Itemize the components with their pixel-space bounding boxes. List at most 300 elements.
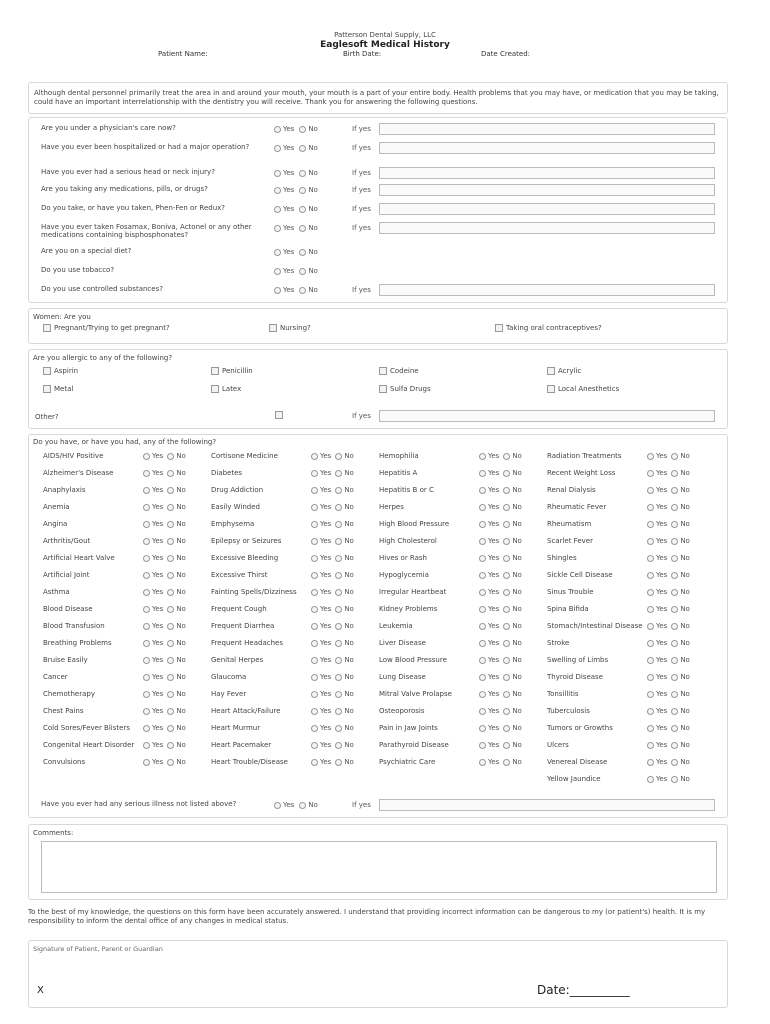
radio-yes[interactable] [479, 657, 486, 664]
radio-no[interactable] [671, 759, 678, 766]
allergy-option[interactable]: Codeine [379, 367, 419, 375]
radio-no[interactable] [503, 606, 510, 613]
condition-row [379, 585, 547, 601]
radio-yes[interactable] [311, 623, 318, 630]
allergy-option[interactable]: Latex [211, 385, 241, 393]
condition-row [211, 704, 379, 720]
yes-no-radio-group: Yes No [479, 622, 526, 630]
allergy-option[interactable]: Penicillin [211, 367, 253, 375]
acknowledgment-text: To the best of my knowledge, the questions on this form have been accurately answered. I understand that providing incorrect information can be dangerous to my (or patient's) health. It is my responsibility to inform the dental office of any changes in medical status. [28, 908, 706, 925]
radio-yes[interactable] [479, 640, 486, 647]
signature-label: Signature of Patient, Parent or Guardian [33, 945, 163, 953]
radio-yes[interactable] [143, 470, 150, 477]
question-text: Have you ever taken Fosamax, Boniva, Actonel or any other medications containing bisphosphonates? [41, 223, 252, 239]
radio-yes[interactable] [311, 657, 318, 664]
question-row [41, 203, 721, 217]
radio-yes[interactable] [479, 555, 486, 562]
condition-row [43, 755, 211, 771]
yes-no-radio-group: Yes No [143, 520, 190, 528]
radio-yes[interactable] [647, 674, 654, 681]
radio-yes[interactable] [647, 657, 654, 664]
radio-no[interactable] [671, 487, 678, 494]
radio-yes[interactable] [311, 708, 318, 715]
radio-no[interactable] [167, 589, 174, 596]
radio-yes[interactable] [647, 623, 654, 630]
radio-no[interactable] [503, 521, 510, 528]
yes-no-radio-group: Yes No [311, 469, 358, 477]
radio-no[interactable] [503, 504, 510, 511]
date-field[interactable]: Date:__________ [537, 983, 630, 997]
radio-no[interactable] [671, 453, 678, 460]
checkbox[interactable] [211, 367, 219, 375]
if-yes-input[interactable] [379, 222, 715, 234]
radio-no[interactable] [299, 287, 306, 294]
yes-no-radio-group: Yes No [479, 503, 526, 511]
radio-no[interactable] [167, 572, 174, 579]
condition-name: Chest Pains [43, 707, 84, 715]
radio-no[interactable] [167, 470, 174, 477]
radio-yes[interactable] [479, 742, 486, 749]
condition-name: Pain in Jaw Joints [379, 724, 438, 732]
radio-yes[interactable] [311, 504, 318, 511]
checkbox[interactable] [495, 324, 503, 332]
radio-yes[interactable] [143, 504, 150, 511]
radio-yes[interactable] [143, 538, 150, 545]
radio-no[interactable] [503, 674, 510, 681]
radio-yes[interactable] [143, 521, 150, 528]
yes-no-radio-group: Yes No [143, 588, 190, 596]
radio-yes[interactable] [143, 453, 150, 460]
radio-yes[interactable] [274, 249, 281, 256]
if-yes-input[interactable] [379, 142, 715, 154]
radio-yes[interactable] [311, 674, 318, 681]
radio-yes[interactable] [143, 691, 150, 698]
radio-no[interactable] [335, 657, 342, 664]
radio-no[interactable] [671, 504, 678, 511]
radio-no[interactable] [335, 708, 342, 715]
radio-no[interactable] [671, 657, 678, 664]
yes-no-radio-group: Yes No [479, 452, 526, 460]
radio-yes[interactable] [479, 725, 486, 732]
radio-no[interactable] [335, 470, 342, 477]
radio-yes[interactable] [143, 674, 150, 681]
radio-no[interactable] [167, 759, 174, 766]
checkbox[interactable] [547, 385, 555, 393]
condition-row [43, 568, 211, 584]
radio-no[interactable] [335, 725, 342, 732]
radio-yes[interactable] [479, 606, 486, 613]
yes-no-radio-group: Yes No [311, 605, 358, 613]
condition-row [211, 568, 379, 584]
radio-yes[interactable] [479, 504, 486, 511]
radio-yes[interactable] [479, 538, 486, 545]
practice-name: Patterson Dental Supply, LLC [334, 31, 436, 39]
radio-no[interactable] [503, 742, 510, 749]
radio-no[interactable] [503, 623, 510, 630]
condition-name: Cortisone Medicine [211, 452, 278, 460]
condition-row [43, 551, 211, 567]
condition-row [211, 636, 379, 652]
radio-no[interactable] [167, 504, 174, 511]
condition-row [547, 449, 715, 465]
question-text: Do you take, or have you taken, Phen-Fen or Redux? [41, 204, 226, 212]
radio-yes[interactable] [143, 725, 150, 732]
checkbox[interactable] [43, 385, 51, 393]
radio-no[interactable] [335, 759, 342, 766]
condition-name: Heart Pacemaker [211, 741, 272, 749]
radio-no[interactable] [671, 776, 678, 783]
checkbox[interactable] [547, 367, 555, 375]
radio-yes[interactable] [311, 538, 318, 545]
signature-mark[interactable]: X [37, 985, 44, 996]
radio-yes[interactable] [647, 555, 654, 562]
checkbox[interactable] [43, 367, 51, 375]
condition-name: Swelling of Limbs [547, 656, 609, 664]
condition-name: Convulsions [43, 758, 86, 766]
radio-no[interactable] [299, 802, 306, 809]
radio-no[interactable] [167, 657, 174, 664]
radio-no[interactable] [503, 470, 510, 477]
radio-no[interactable] [671, 538, 678, 545]
yes-no-radio-group: Yes No [143, 690, 190, 698]
radio-yes[interactable] [311, 555, 318, 562]
radio-yes[interactable] [479, 572, 486, 579]
radio-yes[interactable] [647, 640, 654, 647]
yes-no-radio-group: Yes No [143, 758, 190, 766]
radio-no[interactable] [671, 606, 678, 613]
radio-no[interactable] [503, 555, 510, 562]
condition-row [43, 449, 211, 465]
radio-yes[interactable] [647, 521, 654, 528]
radio-no[interactable] [671, 725, 678, 732]
radio-no[interactable] [671, 640, 678, 647]
radio-yes[interactable] [143, 742, 150, 749]
condition-name: Frequent Cough [211, 605, 267, 613]
radio-yes[interactable] [143, 487, 150, 494]
yes-no-radio-group: Yes No [143, 673, 190, 681]
condition-row [379, 619, 547, 635]
radio-no[interactable] [299, 249, 306, 256]
condition-row [379, 483, 547, 499]
radio-no[interactable] [299, 187, 306, 194]
radio-yes[interactable] [647, 572, 654, 579]
if-yes-input[interactable] [379, 123, 715, 135]
radio-no[interactable] [503, 453, 510, 460]
radio-yes[interactable] [274, 225, 281, 232]
radio-yes[interactable] [647, 691, 654, 698]
checkbox[interactable] [211, 385, 219, 393]
yes-no-radio-group: Yes No [274, 144, 323, 152]
radio-no[interactable] [167, 487, 174, 494]
intro-text: Although dental personnel primarily treat the area in and around your mouth, your mouth is a part of your entire body. Health problems that you may have, or medication that you may be taking, could have an important interrelationship with the dentistry you will receive. Thank you for answering the following questions. [34, 89, 719, 106]
radio-no[interactable] [167, 555, 174, 562]
allergy-other-checkbox[interactable] [275, 411, 283, 419]
if-yes-input[interactable] [379, 167, 715, 179]
allergy-option[interactable]: Aspirin [43, 367, 78, 375]
radio-no[interactable] [167, 538, 174, 545]
radio-no[interactable] [335, 521, 342, 528]
women-option-pregnant[interactable]: Pregnant/Trying to get pregnant? [43, 324, 170, 332]
yes-no-radio-group: Yes No [274, 125, 323, 133]
radio-yes[interactable] [647, 606, 654, 613]
condition-name: Irregular Heartbeat [379, 588, 447, 596]
radio-no[interactable] [167, 640, 174, 647]
radio-yes[interactable] [311, 691, 318, 698]
radio-no[interactable] [335, 453, 342, 460]
radio-no[interactable] [167, 691, 174, 698]
comments-textarea[interactable] [41, 841, 717, 893]
condition-row [211, 517, 379, 533]
condition-row [379, 517, 547, 533]
radio-no[interactable] [671, 691, 678, 698]
radio-no[interactable] [503, 657, 510, 664]
radio-yes[interactable] [479, 521, 486, 528]
condition-name: Excessive Bleeding [211, 554, 279, 562]
radio-no[interactable] [503, 708, 510, 715]
radio-yes[interactable] [647, 487, 654, 494]
if-yes-input[interactable] [379, 799, 715, 811]
condition-row [547, 755, 715, 771]
radio-no[interactable] [167, 708, 174, 715]
form-title: Eaglesoft Medical History [320, 40, 450, 50]
radio-no[interactable] [299, 225, 306, 232]
condition-name: Cold Sores/Fever Blisters [43, 724, 130, 732]
women-option-contraceptives[interactable]: Taking oral contraceptives? [495, 324, 602, 332]
radio-no[interactable] [503, 759, 510, 766]
condition-row [379, 551, 547, 567]
radio-yes[interactable] [311, 453, 318, 460]
radio-yes[interactable] [274, 145, 281, 152]
radio-yes[interactable] [479, 470, 486, 477]
if-yes-input[interactable] [379, 203, 715, 215]
radio-no[interactable] [167, 674, 174, 681]
allergy-other-input[interactable] [379, 410, 715, 422]
radio-yes[interactable] [647, 759, 654, 766]
yes-no-radio-group: Yes No [311, 656, 358, 664]
radio-no[interactable] [671, 708, 678, 715]
yes-no-radio-group: Yes No [143, 452, 190, 460]
radio-yes[interactable] [647, 589, 654, 596]
radio-yes[interactable] [311, 606, 318, 613]
condition-name: Liver Disease [379, 639, 426, 647]
question-row-serious-illness [41, 799, 721, 813]
radio-no[interactable] [335, 742, 342, 749]
yes-no-radio-group: Yes No [647, 673, 694, 681]
radio-yes[interactable] [143, 606, 150, 613]
conditions-section [28, 434, 728, 818]
condition-row [211, 721, 379, 737]
radio-no[interactable] [167, 725, 174, 732]
yes-no-radio-group: Yes No [311, 537, 358, 545]
radio-no[interactable] [299, 126, 306, 133]
radio-no[interactable] [167, 606, 174, 613]
condition-row [547, 738, 715, 754]
checkbox[interactable] [379, 385, 387, 393]
radio-yes[interactable] [143, 589, 150, 596]
radio-no[interactable] [503, 572, 510, 579]
yes-no-radio-group: Yes No [647, 707, 694, 715]
yes-no-radio-group: Yes No [647, 503, 694, 511]
yes-no-radio-group: Yes No [647, 537, 694, 545]
radio-no[interactable] [671, 555, 678, 562]
radio-yes[interactable] [311, 725, 318, 732]
radio-no[interactable] [167, 742, 174, 749]
condition-row [379, 500, 547, 516]
radio-yes[interactable] [647, 453, 654, 460]
radio-yes[interactable] [647, 708, 654, 715]
radio-no[interactable] [335, 487, 342, 494]
radio-no[interactable] [503, 691, 510, 698]
radio-no[interactable] [167, 453, 174, 460]
radio-no[interactable] [335, 640, 342, 647]
condition-row [547, 670, 715, 686]
allergy-option[interactable]: Sulfa Drugs [379, 385, 431, 393]
radio-no[interactable] [503, 725, 510, 732]
radio-yes[interactable] [479, 708, 486, 715]
radio-yes[interactable] [274, 268, 281, 275]
radio-no[interactable] [503, 487, 510, 494]
condition-row [211, 755, 379, 771]
yes-no-radio-group: Yes No [143, 469, 190, 477]
radio-yes[interactable] [647, 742, 654, 749]
radio-yes[interactable] [143, 572, 150, 579]
radio-no[interactable] [299, 170, 306, 177]
checkbox[interactable] [43, 324, 51, 332]
yes-no-radio-group: Yes No [647, 724, 694, 732]
condition-row [211, 670, 379, 686]
allergy-option[interactable]: Local Anesthetics [547, 385, 619, 393]
radio-no[interactable] [167, 623, 174, 630]
radio-yes[interactable] [274, 802, 281, 809]
radio-no[interactable] [671, 589, 678, 596]
radio-no[interactable] [671, 742, 678, 749]
radio-no[interactable] [335, 538, 342, 545]
radio-yes[interactable] [479, 623, 486, 630]
radio-yes[interactable] [143, 640, 150, 647]
allergy-option[interactable]: Metal [43, 385, 73, 393]
condition-name: Scarlet Fever [547, 537, 593, 545]
radio-no[interactable] [503, 538, 510, 545]
radio-yes[interactable] [311, 487, 318, 494]
if-yes-input[interactable] [379, 284, 715, 296]
radio-yes[interactable] [479, 691, 486, 698]
condition-name: Radiation Treatments [547, 452, 622, 460]
radio-no[interactable] [335, 589, 342, 596]
radio-yes[interactable] [479, 487, 486, 494]
radio-no[interactable] [335, 606, 342, 613]
radio-no[interactable] [671, 674, 678, 681]
radio-yes[interactable] [311, 640, 318, 647]
radio-no[interactable] [299, 206, 306, 213]
radio-yes[interactable] [274, 287, 281, 294]
radio-no[interactable] [671, 521, 678, 528]
if-yes-input[interactable] [379, 184, 715, 196]
checkbox[interactable] [379, 367, 387, 375]
radio-yes[interactable] [311, 521, 318, 528]
radio-yes[interactable] [479, 589, 486, 596]
radio-no[interactable] [335, 572, 342, 579]
allergies-title: Are you allergic to any of the following? [33, 354, 173, 362]
yes-no-radio-group: Yes No [274, 186, 323, 194]
radio-yes[interactable] [274, 170, 281, 177]
radio-yes[interactable] [311, 759, 318, 766]
condition-name: Recent Weight Loss [547, 469, 616, 477]
yes-no-radio-group: Yes No [647, 605, 694, 613]
radio-no[interactable] [671, 623, 678, 630]
radio-no[interactable] [299, 145, 306, 152]
question-row [41, 167, 721, 181]
radio-no[interactable] [335, 555, 342, 562]
condition-row [211, 483, 379, 499]
radio-yes[interactable] [311, 572, 318, 579]
radio-no[interactable] [671, 470, 678, 477]
radio-yes[interactable] [143, 623, 150, 630]
condition-name: Thyroid Disease [547, 673, 604, 681]
radio-yes[interactable] [479, 759, 486, 766]
radio-no[interactable] [335, 623, 342, 630]
radio-yes[interactable] [274, 206, 281, 213]
allergy-option[interactable]: Acrylic [547, 367, 581, 375]
radio-no[interactable] [335, 691, 342, 698]
radio-yes[interactable] [143, 555, 150, 562]
radio-yes[interactable] [274, 126, 281, 133]
radio-no[interactable] [671, 572, 678, 579]
radio-yes[interactable] [143, 708, 150, 715]
radio-yes[interactable] [647, 504, 654, 511]
condition-row [43, 687, 211, 703]
yes-no-radio-group: Yes No [647, 452, 694, 460]
radio-no[interactable] [299, 268, 306, 275]
condition-name: Diabetes [211, 469, 243, 477]
condition-row [547, 721, 715, 737]
radio-yes[interactable] [274, 187, 281, 194]
yes-no-radio-group: Yes No [479, 639, 526, 647]
radio-yes[interactable] [311, 589, 318, 596]
condition-row [211, 466, 379, 482]
question-text: Do you use tobacco? [41, 266, 115, 274]
question-text: Are you taking any medications, pills, or drugs? [41, 185, 208, 193]
radio-yes[interactable] [647, 470, 654, 477]
condition-row [379, 704, 547, 720]
radio-yes[interactable] [479, 453, 486, 460]
radio-yes[interactable] [143, 759, 150, 766]
allergy-other-label: Other? [35, 413, 59, 421]
radio-yes[interactable] [143, 657, 150, 664]
radio-yes[interactable] [311, 742, 318, 749]
radio-yes[interactable] [647, 725, 654, 732]
condition-name: Chemotherapy [43, 690, 95, 698]
radio-no[interactable] [503, 640, 510, 647]
radio-no[interactable] [335, 504, 342, 511]
condition-row [43, 585, 211, 601]
women-option-nursing[interactable]: Nursing? [269, 324, 311, 332]
radio-no[interactable] [335, 674, 342, 681]
yes-no-radio-group: Yes No [479, 520, 526, 528]
condition-row [43, 483, 211, 499]
condition-row [211, 500, 379, 516]
condition-name: Heart Trouble/Disease [211, 758, 288, 766]
radio-yes[interactable] [311, 470, 318, 477]
if-yes-label: If yes [352, 224, 371, 232]
radio-yes[interactable] [647, 538, 654, 545]
radio-yes[interactable] [647, 776, 654, 783]
yes-no-radio-group: Yes No [647, 520, 694, 528]
checkbox[interactable] [269, 324, 277, 332]
condition-name: Sinus Trouble [547, 588, 594, 596]
radio-yes[interactable] [479, 674, 486, 681]
radio-no[interactable] [503, 589, 510, 596]
radio-no[interactable] [167, 521, 174, 528]
